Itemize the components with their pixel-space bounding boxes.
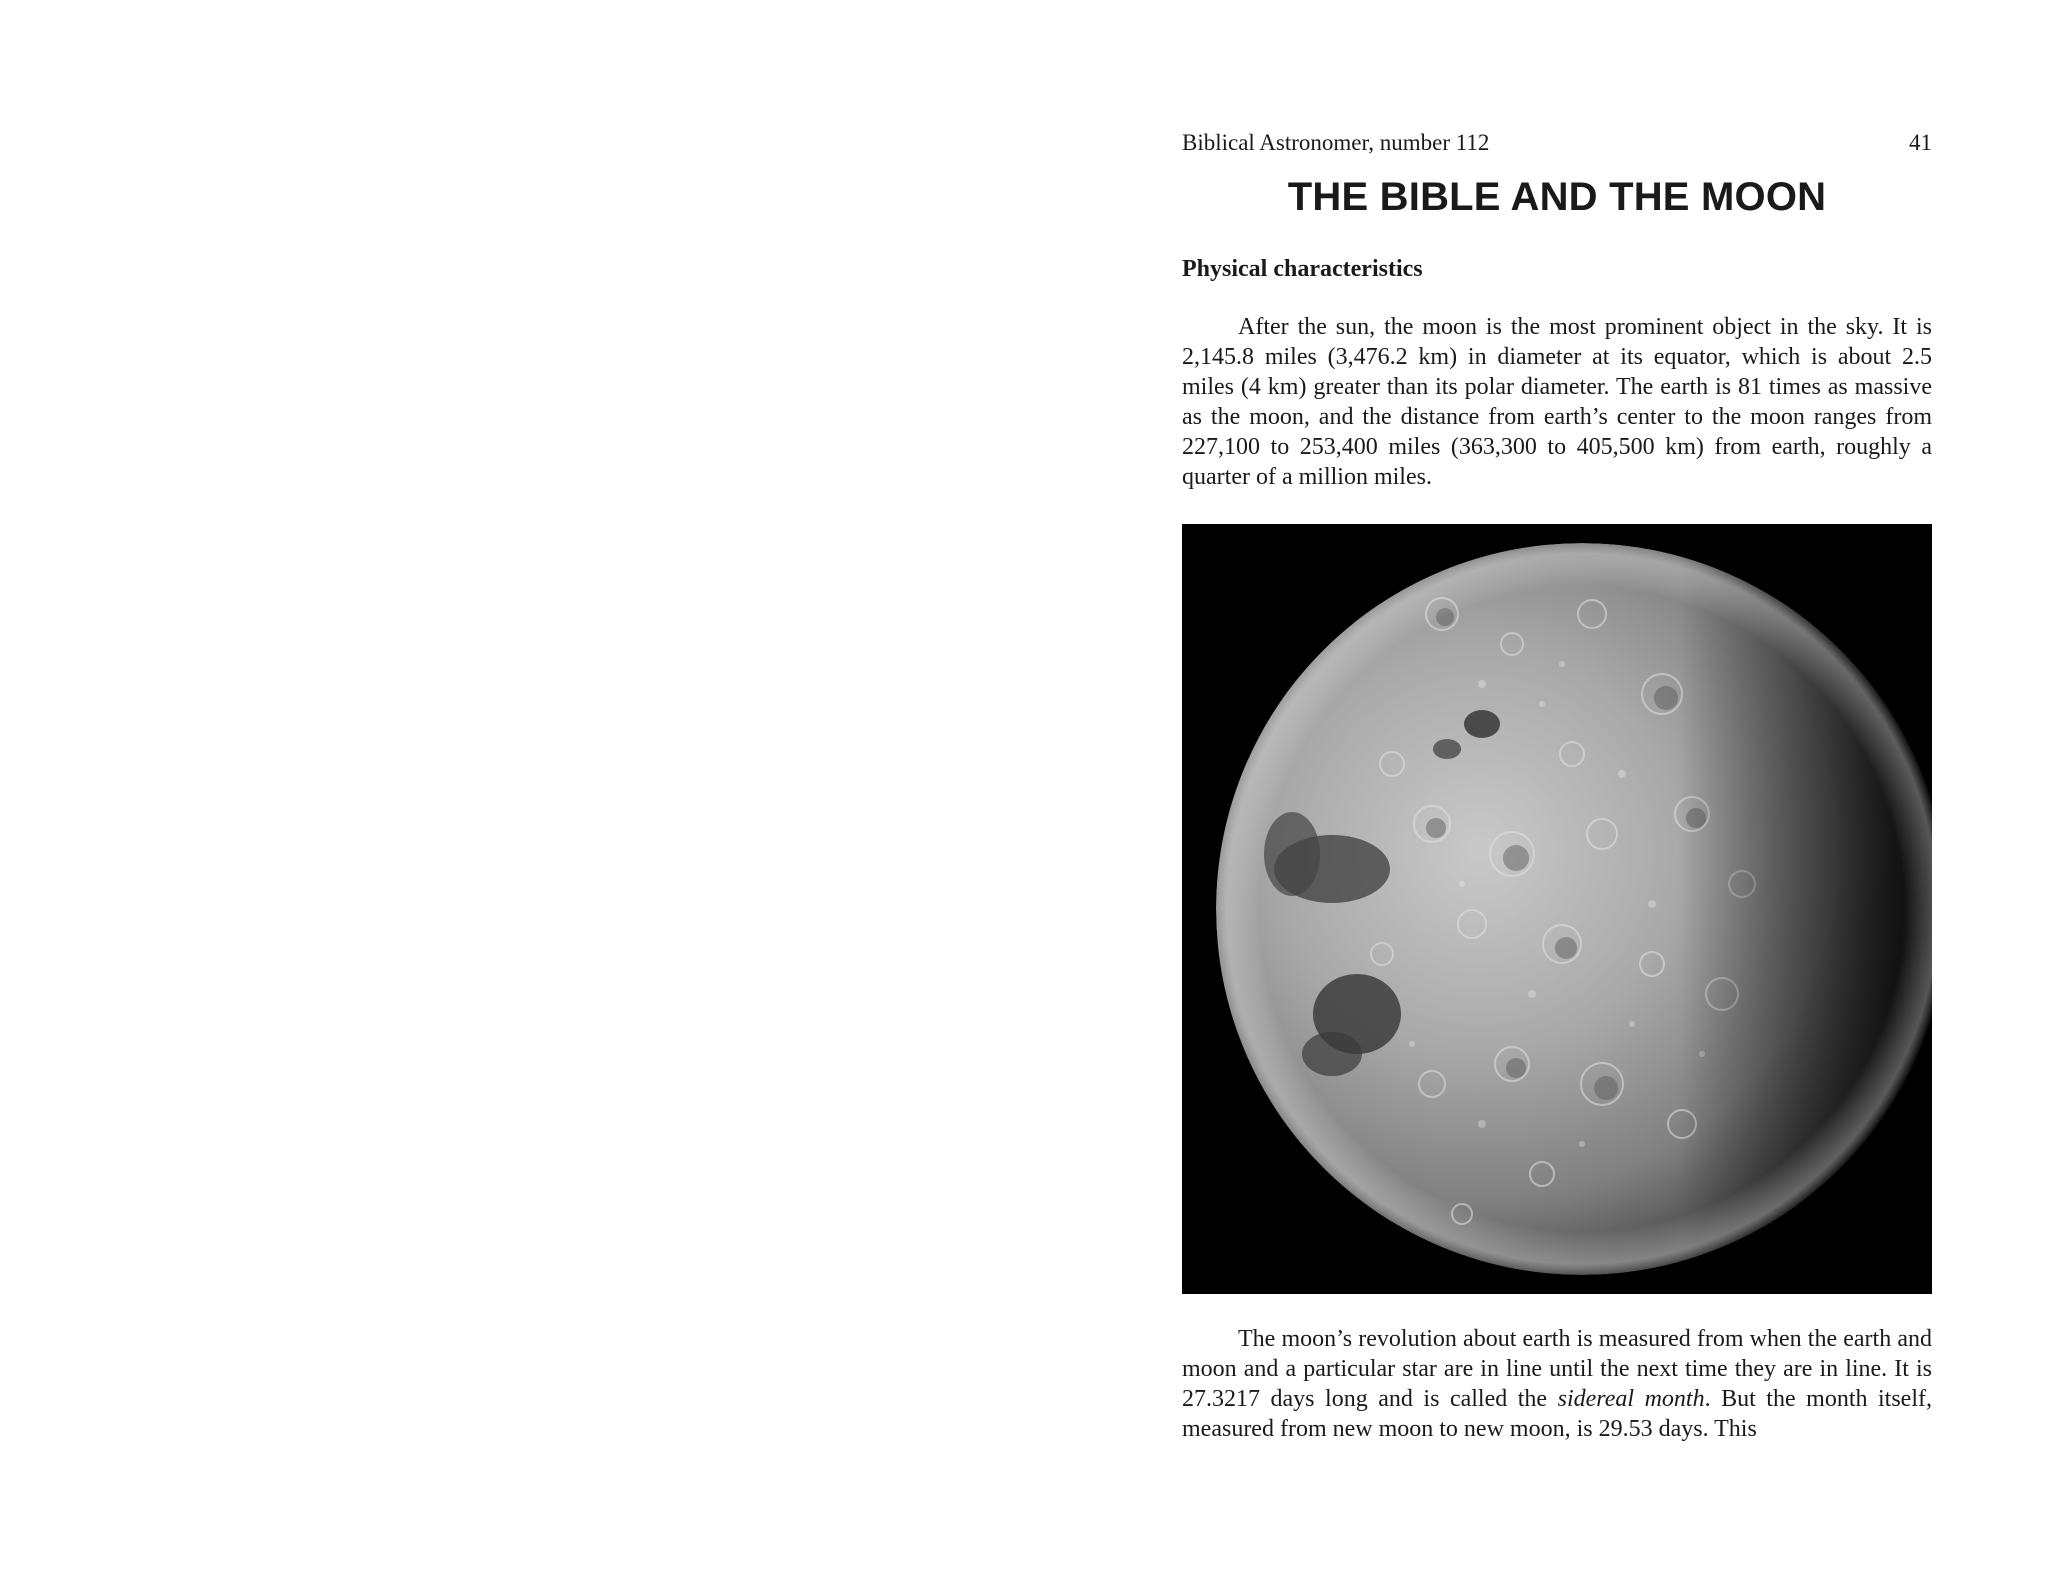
- moon-photograph: [1182, 524, 1932, 1294]
- paragraph-text: . But the month itself, measured from new moon to new moon, is 29.53 days. This: [1182, 1386, 1932, 1442]
- article-title: THE BIBLE AND THE MOON: [1287, 175, 1827, 219]
- text-column: [1182, 128, 1932, 1444]
- running-header: [1182, 128, 1932, 158]
- paragraph-text: The moon’s revolution about earth is measured from when the earth and moon and a particular star are in line until the next time they are in line. It is 27.3217 days long and is called the: [1182, 1326, 1932, 1412]
- page-number: 41: [1909, 130, 1932, 155]
- section-heading: Physical characteristics: [1182, 256, 1423, 282]
- publication-name: Biblical Astronomer, number 112: [1182, 130, 1490, 155]
- body-paragraph: After the sun, the moon is the most prominent object in the sky. It is 2,145.8 miles (3,476.2 km) in diameter at its equator, which is about 2.5 miles (4 km) greater than its polar diameter. The earth is 81 times as massive as the moon, and the distance from earth’s center to the moon ranges from 227,100 to 253,400 miles (363,300 to 405,500 km) from earth, roughly a quarter of a million miles.: [1182, 314, 1932, 490]
- body-paragraph: [1182, 1324, 1932, 1444]
- emphasized-term: sidereal month: [1557, 1386, 1705, 1412]
- moon-image: [1182, 524, 1932, 1294]
